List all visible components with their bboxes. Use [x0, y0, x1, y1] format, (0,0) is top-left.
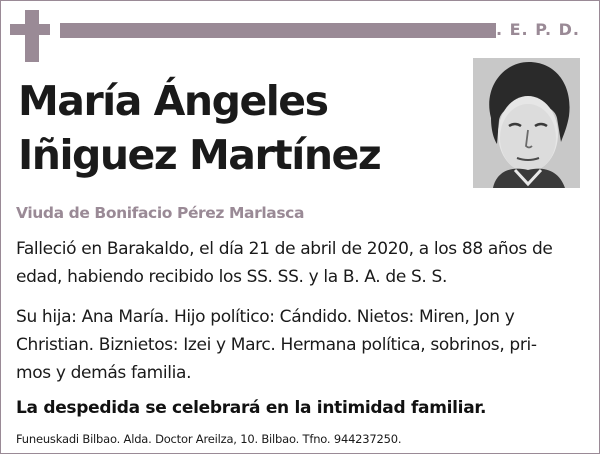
- deceased-photo: [473, 58, 580, 188]
- family-paragraph: [16, 303, 582, 387]
- family-line: Christian. Biznietos: Izei y Marc. Hermana política, sobrinos, pri-: [16, 335, 537, 355]
- death-notice-line: Falleció en Barakaldo, el día 21 de abril de 2020, a los 88 años de: [16, 239, 553, 259]
- family-line: mos y demás familia.: [16, 363, 192, 383]
- deceased-name-line-1: María Ángeles: [18, 77, 328, 125]
- funeral-home-info: Funeuskadi Bilbao. Alda. Doctor Areilza, 10. Bilbao. Tfno. 944237250.: [16, 432, 402, 446]
- death-notice-line: edad, habiendo recibido los SS. SS. y la B. A. de S. S.: [16, 267, 448, 287]
- deceased-name: [18, 74, 380, 182]
- qepd-label: Q. E. P. D.: [481, 20, 580, 39]
- cross-vertical-bar: [25, 10, 39, 62]
- farewell-notice: La despedida se celebrará en la intimidad familiar.: [16, 398, 487, 418]
- family-line: Su hija: Ana María. Hijo político: Cándido. Nietos: Miren, Jon y: [16, 307, 515, 327]
- deceased-name-line-2: Iñiguez Martínez: [18, 131, 381, 179]
- cross-horizontal-bar: [10, 24, 50, 35]
- widow-of-subtitle: Viuda de Bonifacio Pérez Marlasca: [16, 204, 305, 222]
- death-notice-paragraph: [16, 235, 582, 291]
- header-rule: [60, 23, 496, 38]
